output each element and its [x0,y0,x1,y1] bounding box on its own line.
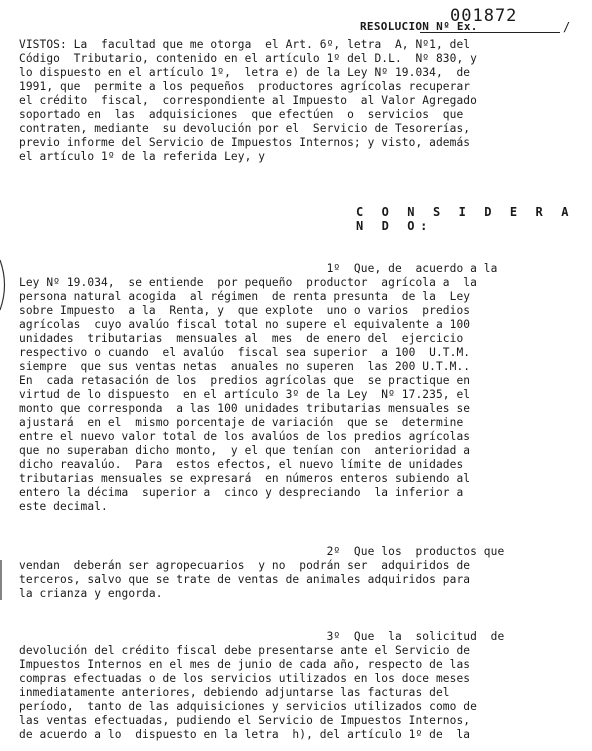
paragraph-line: ajustará en el mismo porcentaje de variación que se determine [19,416,464,429]
paragraph-line: dicho reavalúo. Para estos efectos, el nuevo límite de unidades [19,458,464,471]
paragraph-line: 1º Que, de acuerdo a la [19,262,498,275]
paragraph-line: terceros, salvo que se trate de ventas de animales adquiridos para [19,573,471,586]
paragraph-line: siempre que sus ventas netas anuales no superen las 200 U.T.M.. [19,360,471,373]
paragraph-line: Ley Nº 19.034, se entiende por pequeño productor agrícola a la [19,276,477,289]
paragraph-line: inmediatamente anteriores, debiendo adjuntarse las facturas del [19,686,450,699]
paragraph-line: entre el nuevo valor total de los avalúos de los predios agrícolas [19,430,471,443]
vistos-line: VISTOS: La facultad que me otorga el Art. 6º, letra A, Nº1, del [19,38,471,51]
resolution-label: RESOLUCION Nº Ex. [360,20,478,33]
paragraph-line: Impuestos Internos en el mes de junio de cada año, respecto de las [19,658,471,671]
paragraph-line: monto que corresponda a las 100 unidades tributarias mensuales se [19,402,471,415]
paragraph-line: 3º Que la solicitud de [19,630,505,643]
vistos-line: soportado en las adquisiciones que efectúen o servicios que [19,108,464,121]
vistos-line: contraten, mediante su devolución por el Servicio de Tesorerías, [19,122,471,135]
paragraph-line: período, tanto de las adquisiciones y servicios utilizados como de [19,700,477,713]
paragraph-line: vendan deberán ser agropecuarios y no podrán ser adquiridos de [19,559,471,572]
paragraph-line: que no superaban dicho monto, y el que tenían con anterioridad a [19,444,471,457]
paragraph-line: En cada retasación de los predios agrícolas que se practique en [19,374,471,387]
vistos-line: Código Tributario, contenido en el artículo 1º del D.L. Nº 830, y [19,52,477,65]
paragraph-line: este decimal. [19,500,108,513]
paragraph-line: 2º Que los productos que [19,545,505,558]
considerando-heading: C O N S I D E R A N D O: [356,205,575,233]
margin-punch-mark-icon [0,560,10,600]
paragraph-line: unidades tributarias mensuales al mes de enero del ejercicio [19,332,464,345]
paragraph-line: las ventas efectuadas, pudiendo el Servicio de Impuestos Internos, [19,714,471,727]
paragraph-line: sobre Impuesto a la Renta, y que explote uno o varios predios [19,304,471,317]
margin-punch-mark-icon [0,255,10,315]
resolution-number-handwritten: 001872 [450,6,518,26]
vistos-line: lo dispuesto en el artículo 1º, letra e) de la Ley Nº 19.034, de [19,66,471,79]
vistos-line: previo informe del Servicio de Impuestos Internos; y visto, además [19,136,471,149]
paragraph-line: compras efectuadas o de los servicios utilizados en los doce meses [19,672,471,685]
paragraph-line: persona natural acogida al régimen de renta presunta de la Ley [19,290,471,303]
paragraph-line: entero la décima superior a cinco y despreciando la inferior a [19,486,464,499]
paragraph-line: de acuerdo a lo dispuesto en la letra h), del artículo 1º de la [19,728,471,741]
paragraph-line: tributarias mensuales se expresará en números enteros subiendo al [19,472,471,485]
paragraph-line: la crianza y engorda. [19,587,163,600]
paragraph-line: devolución del crédito fiscal debe presentarse ante el Servicio de [19,644,471,657]
paragraph-line: respectivo o cuando el avalúo fiscal sea superior a 100 U.T.M. [19,346,471,359]
paragraph-line: virtud de lo dispuesto en el artículo 3º de la Ley Nº 17.235, el [19,388,471,401]
vistos-line: el crédito fiscal, correspondiente al Impuesto al Valor Agregado [19,94,477,107]
vistos-line: 1991, que permite a los pequeños productores agrícolas recuperar [19,80,471,93]
paragraph-line: agrícolas cuyo avalúo fiscal total no supere el equivalente a 100 [19,318,471,331]
resolution-slash: / [563,20,571,34]
resolution-number-underline [420,32,560,33]
vistos-line: el artículo 1º de la referida Ley, y [19,150,266,163]
